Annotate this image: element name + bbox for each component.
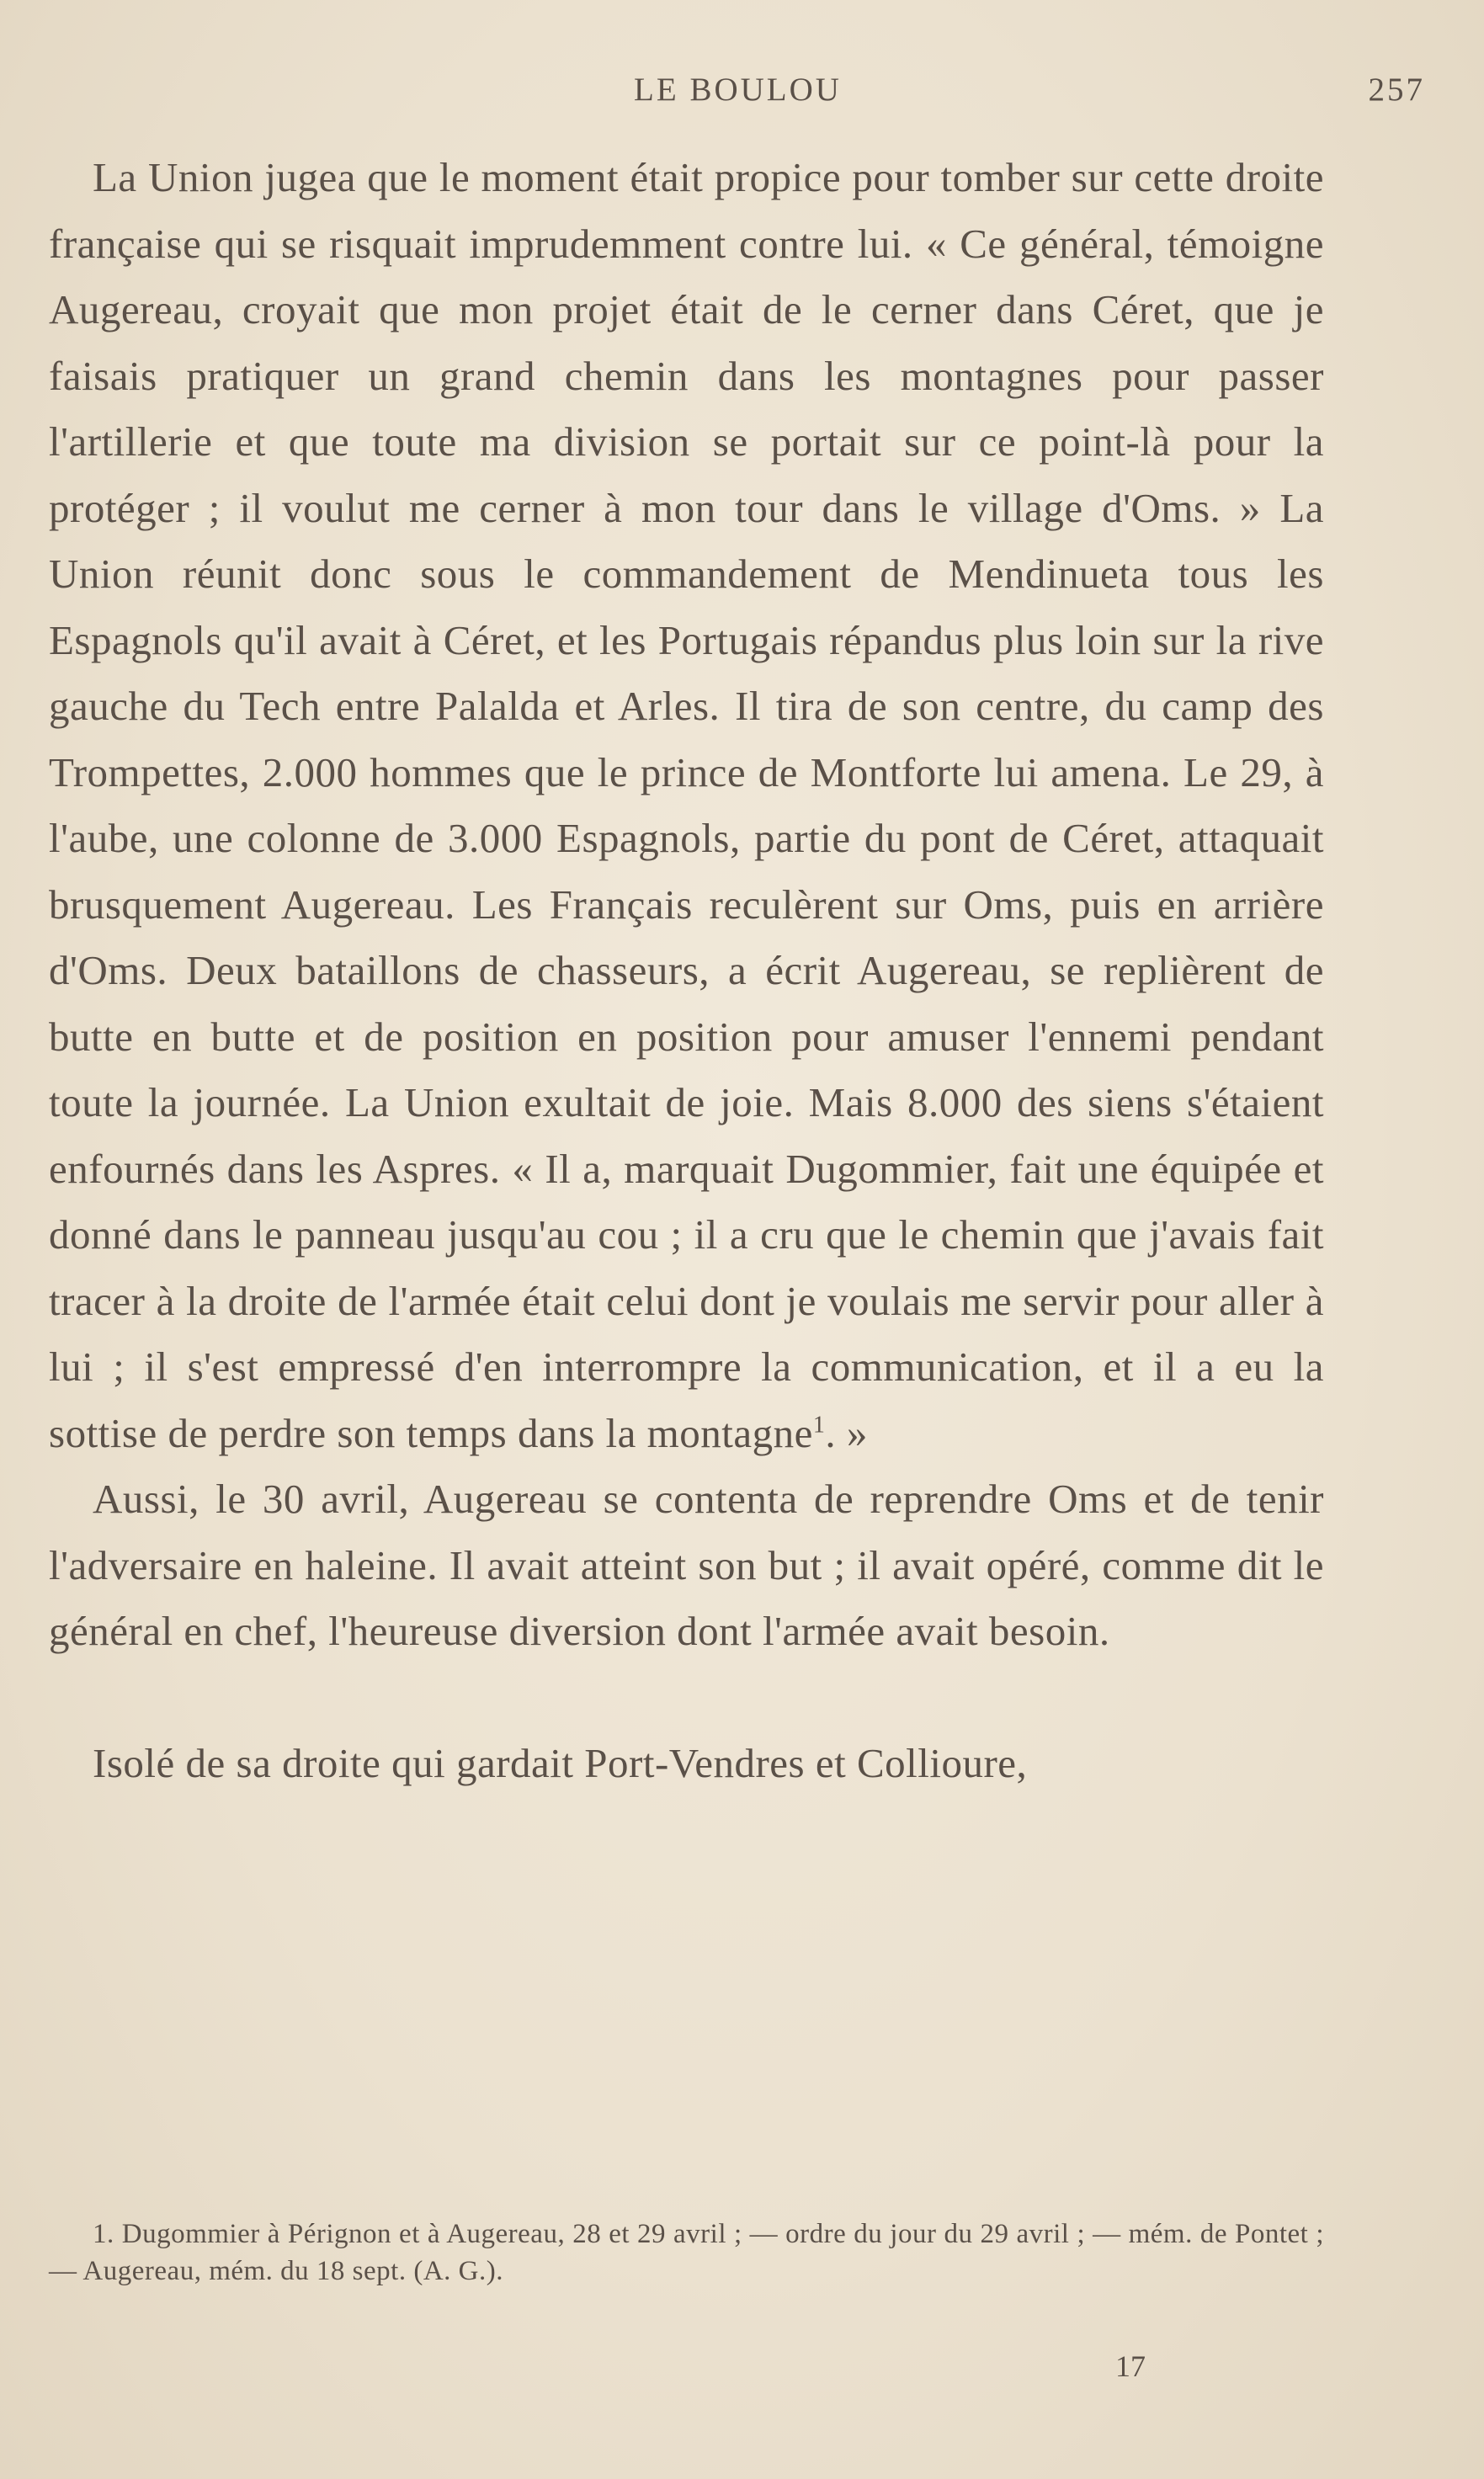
page-number: 257 — [1368, 72, 1425, 108]
paragraph-1-closing: . » — [825, 1409, 868, 1456]
paragraph-2: Aussi, le 30 avril, Augereau se contenta de reprendre Oms et de tenir l'adversaire en haleine. Il avait atteint son but ; il avait opéré, comme dit le général en chef, l'heureuse diversion dont l'armée avait besoin. — [49, 1476, 1324, 1654]
footnote — [49, 2216, 1324, 2290]
signature-mark: 17 — [1115, 2349, 1146, 2383]
paragraph-3: Isolé de sa droite qui gardait Port-Vendres et Collioure, — [93, 1739, 1028, 1786]
footnote-marker: 1. — [93, 2219, 114, 2249]
page-header — [51, 71, 1425, 121]
paragraph-1 — [49, 145, 1324, 1466]
paragraph-1-text: La Union jugea que le moment était propice pour tomber sur cette droite française qui se risquait imprudemment contre lui. « Ce général, témoigne Augereau, croyait que mon projet était de le cerner dans Céret, que je faisais pratiquer un grand chemin dans les montagnes pour passer l'artillerie et que toute ma division se portait sur ce point-là pour la protéger ; il voulut me cerner à mon tour dans le village d'Oms. » La Union réunit donc sous le commandement de Mendinueta tous les Espagnols qu'il avait à Céret, et les Portugais répandus plus loin sur la rive gauche du Tech entre Palalda et Arles. Il tira de son centre, du camp des Trompettes, 2.000 hommes que le prince de Montforte lui amena. Le 29, à l'aube, une colonne de 3.000 Espagnols, partie du pont de Céret, attaquait brusquement Augereau. Les Français reculèrent sur Oms, puis en arrière d'Oms. Deux bataillons de chasseurs, a écrit Augereau, se replièrent de butte en butte et de position en position pour amuser l'ennemi pendant toute la journée. La Union exultait de joie. Mais 8.000 des siens s'étaient enfournés dans les Aspres. « Il a, marquait Dugommier, fait une équipée et donné dans le panneau jusqu'au cou ; il a cru que le chemin que j'avais fait tracer à la droite de l'armée était celui dont je voulais me servir pour aller à lui ; il s'est empressé d'en interrompre la communication, et il a eu la sottise de perdre son temps dans la montagne — [49, 154, 1324, 1456]
footnote-text: Dugommier à Pérignon et à Augereau, 28 et 29 avril ; — ordre du jour du 29 avril ; — mém. de Pontet ; — Augereau, mém. du 18 sept. (A. G.). — [49, 2219, 1325, 2286]
footnote-reference[interactable]: 1 — [812, 1412, 826, 1439]
body-text — [49, 145, 1324, 1796]
running-head: LE BOULOU — [634, 72, 842, 108]
